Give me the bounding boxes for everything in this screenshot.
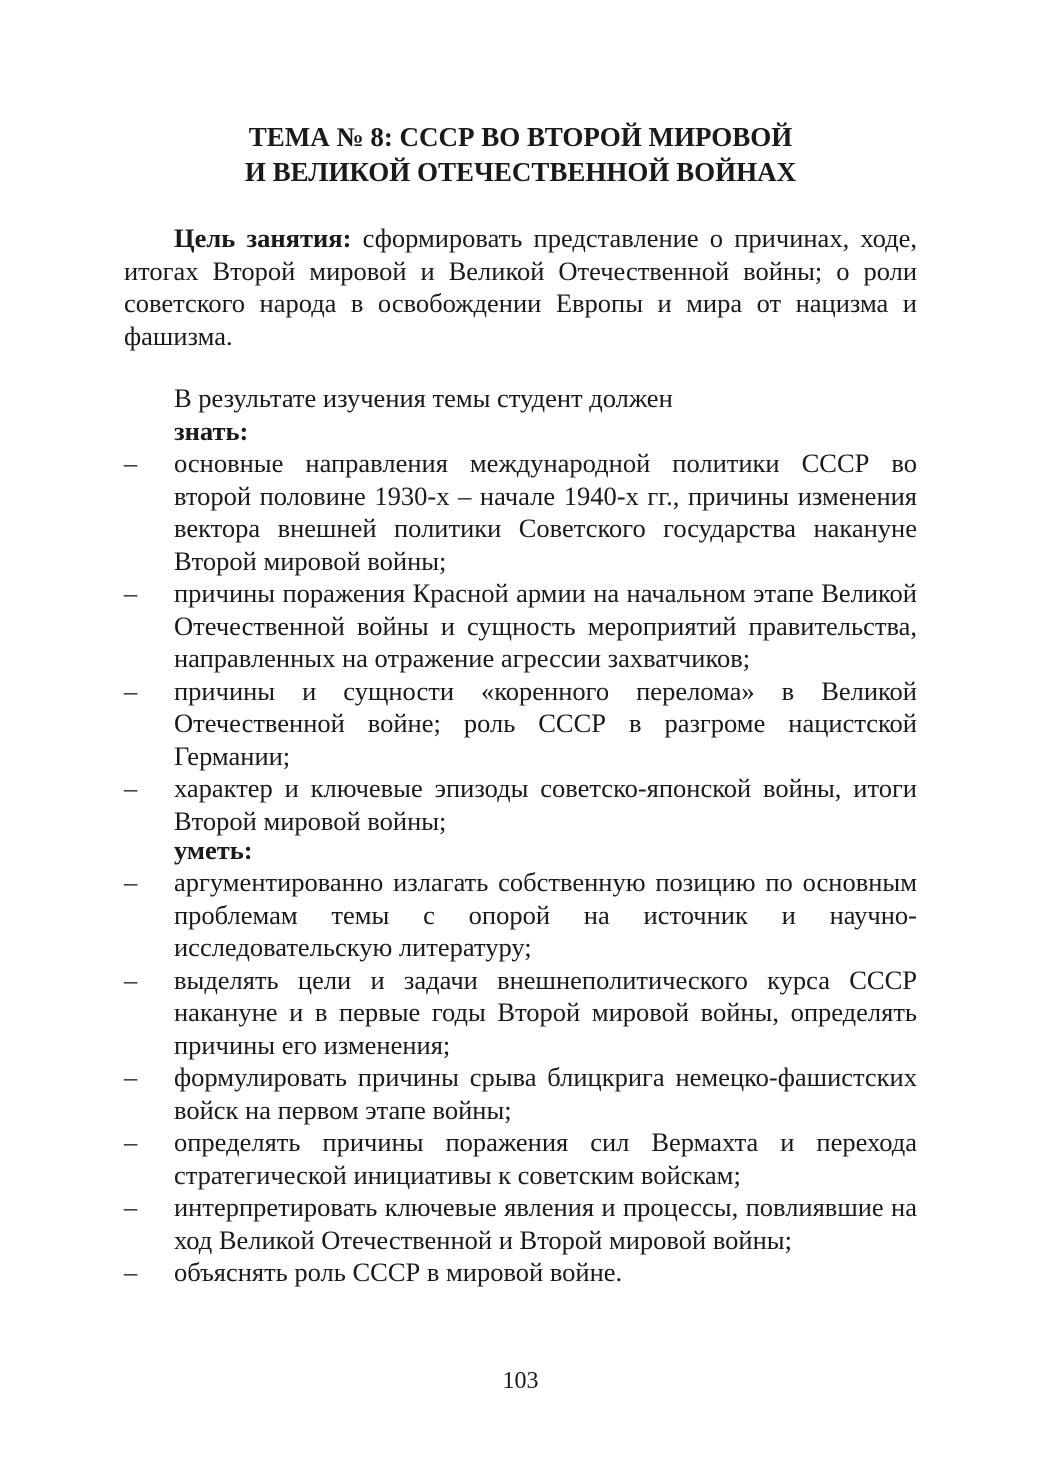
page-title [124, 120, 917, 190]
dash-marker: – [124, 578, 138, 608]
goal-paragraph [124, 222, 917, 352]
list-item [124, 447, 917, 577]
list-item [124, 1256, 917, 1289]
list-item [124, 964, 917, 1062]
page-number: 103 [502, 1368, 539, 1394]
dash-marker: – [124, 773, 138, 803]
list-item-text: основные направления международной политики СССР во второй половине 1930-х – начале 1940-х гг., причины изменения вектора внешней политики Советского государства накануне Второй мировой войны; [174, 448, 917, 576]
list-item-text: причины и сущности «коренного перелома» в Великой Отечественной войне; роль СССР в разгроме нацистской Германии; [174, 675, 917, 771]
goal-text: сформировать представление о причинах, ходе, итогах Второй мировой и Великой Отечественной войны; о роли советского народа в освобождении Европы и мира от нацизма и фашизма. [124, 223, 917, 351]
skill-list [124, 866, 917, 1289]
dash-marker: – [124, 867, 138, 897]
know-heading: знать: [174, 415, 249, 446]
dash-marker: – [124, 1257, 138, 1287]
list-item-text: определять причины поражения сил Вермахта и перехода стратегической инициативы к советским войскам; [174, 1127, 917, 1190]
intro-block [174, 382, 917, 447]
dash-marker: – [124, 1127, 138, 1157]
list-item-text: причины поражения Красной армии на начальном этапе Великой Отечественной войны и сущность мероприятий правительства, направленных на отражение агрессии захватчиков; [174, 578, 917, 673]
list-item-text: объяснять роль СССР в мировой войне. [174, 1257, 623, 1287]
intro-lead: В результате изучения темы студент должен [174, 383, 673, 413]
dash-marker: – [124, 448, 138, 478]
dash-marker: – [124, 675, 138, 706]
dash-marker: – [124, 1192, 138, 1222]
list-item [124, 1126, 917, 1191]
list-item-text: аргументированно излагать собственную позицию по основным проблемам темы с опорой на источник и научно-исследовательскую литературу; [174, 867, 917, 962]
dash-marker: – [124, 1062, 138, 1092]
title-line-2: И ВЕЛИКОЙ ОТЕЧЕСТВЕННОЙ ВОЙНАХ [244, 157, 797, 187]
list-item [124, 866, 917, 964]
know-list [124, 447, 917, 837]
goal-label: Цель занятия: [174, 223, 352, 253]
title-line-1: ТЕМА № 8: СССР ВО ВТОРОЙ МИРОВОЙ [248, 122, 793, 152]
list-item [124, 675, 917, 773]
list-item [124, 577, 917, 675]
list-item [124, 1061, 917, 1126]
list-item [124, 1191, 917, 1256]
list-item-text: формулировать причины срыва блицкрига немецко-фашистских войск на первом этапе войны; [174, 1062, 917, 1125]
list-item-text: интерпретировать ключевые явления и процессы, повлиявшие на ход Великой Отечественной и Второй мировой войны; [174, 1192, 917, 1255]
dash-marker: – [124, 964, 138, 995]
list-item-text: выделять цели и задачи внешнеполитического курса СССР накануне и в первые годы Второй мировой войны, определять причины его изменения; [174, 964, 917, 1060]
list-item [124, 772, 917, 837]
skill-heading: уметь: [174, 835, 253, 865]
list-item-text: характер и ключевые эпизоды советско-японской войны, итоги Второй мировой войны; [174, 773, 917, 836]
